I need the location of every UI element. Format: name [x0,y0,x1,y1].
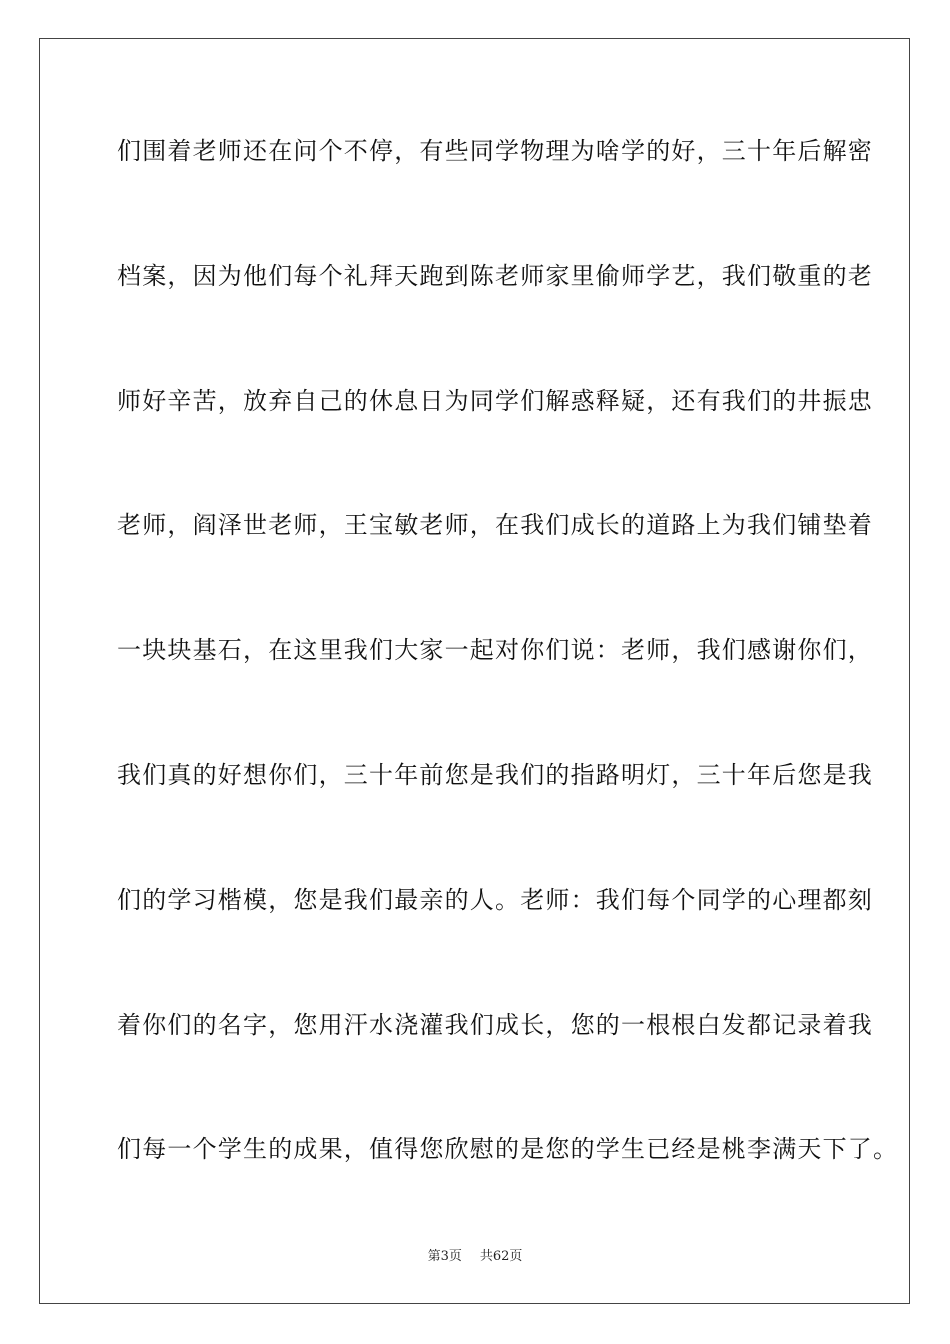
text-line-9: 们每一个学生的成果，值得您欣慰的是您的学生已经是桃李满天下了。 [117,1135,899,1164]
body-text [117,120,899,1243]
text-line-4: 老师，阎泽世老师，王宝敏老师，在我们成长的道路上为我们铺垫着 [117,511,873,540]
page-footer [0,1249,950,1265]
text-line-8: 着你们的名字，您用汗水浇灌我们成长，您的一根根白发都记录着我 [117,1010,873,1039]
text-line-7: 们的学习楷模，您是我们最亲的人。老师：我们每个同学的心理都刻 [117,885,873,914]
page-total: 共62页 [479,1249,523,1264]
page-number: 第3页 [427,1249,462,1264]
text-line-3: 师好辛苦，放弃自己的休息日为同学们解惑释疑，还有我们的井振忠 [117,386,873,415]
text-line-1: 们围着老师还在问个不停，有些同学物理为啥学的好，三十年后解密 [117,137,873,165]
text-line-2: 档案，因为他们每个礼拜天跑到陈老师家里偷师学艺，我们敬重的老 [117,261,873,290]
text-line-6: 我们真的好想你们，三十年前您是我们的指路明灯，三十年后您是我 [117,760,873,789]
text-line-5: 一块块基石，在这里我们大家一起对你们说：老师，我们感谢你们， [117,636,873,665]
